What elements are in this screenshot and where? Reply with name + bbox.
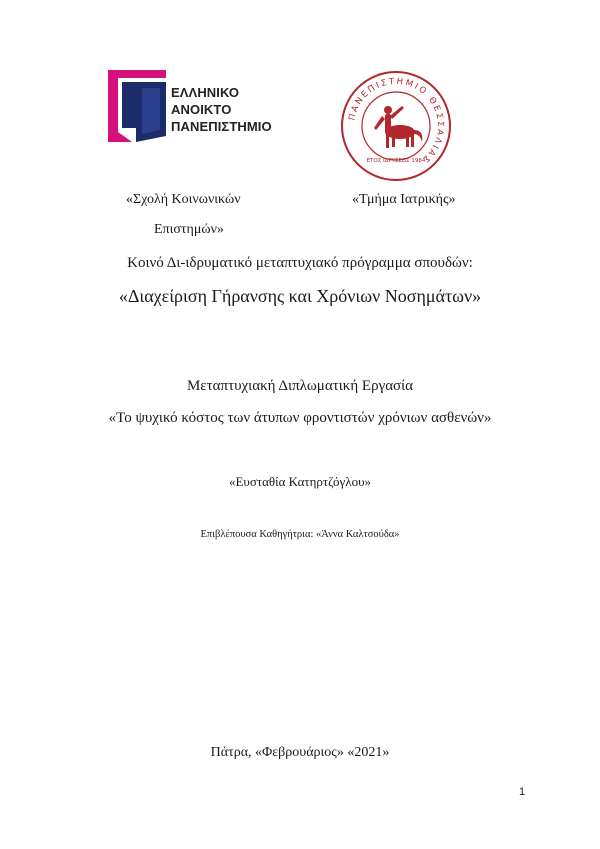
seal-year-text: ΕΤΟΣ ΙΔΡΥΣΕΩΣ 1984 <box>366 158 426 164</box>
university-of-thessaly-seal <box>340 70 452 182</box>
department-name: «Τμήμα Ιατρικής» <box>352 192 456 207</box>
eap-logo-line2: ΑΝΟΙΚΤΟ <box>171 102 232 117</box>
eap-logo-line1: ΕΛΛΗΝΙΚΟ <box>171 85 240 100</box>
program-description: Κοινό Δι-ιδρυματικό μεταπτυχιακό πρόγραμμα σπουδών: <box>127 255 473 271</box>
thesis-title: «Το ψυχικό κόστος των άτυπων φροντιστών χρόνιων ασθενών» <box>108 410 492 426</box>
school-name-line2: Επιστημών» <box>154 222 224 237</box>
page-number: 1 <box>519 786 526 798</box>
centaur-icon <box>374 106 422 148</box>
place-and-date: Πάτρα, «Φεβρουάριος» «2021» <box>210 745 390 760</box>
supervisor: Επιβλέπουσα Καθηγήτρια: «Άννα Καλτσούδα» <box>200 529 400 540</box>
author-name: «Ευσταθία Κατηρτζόγλου» <box>228 474 372 489</box>
eap-logo-line3: ΠΑΝΕΠΙΣΤΗΜΙΟ <box>171 119 272 134</box>
thesis-type: Μεταπτυχιακή Διπλωματική Εργασία <box>186 378 414 394</box>
eap-logo-text <box>171 84 272 135</box>
school-name-line1: «Σχολή Κοινωνικών <box>126 192 241 207</box>
program-title: «Διαχείριση Γήρανσης και Χρόνιων Νοσημάτων» <box>118 286 482 306</box>
seal-ring-text: ΠΑΝΕΠΙΣΤΗΜΙΟ ΘΕΣΣΑΛΙΑΣ <box>347 76 446 166</box>
